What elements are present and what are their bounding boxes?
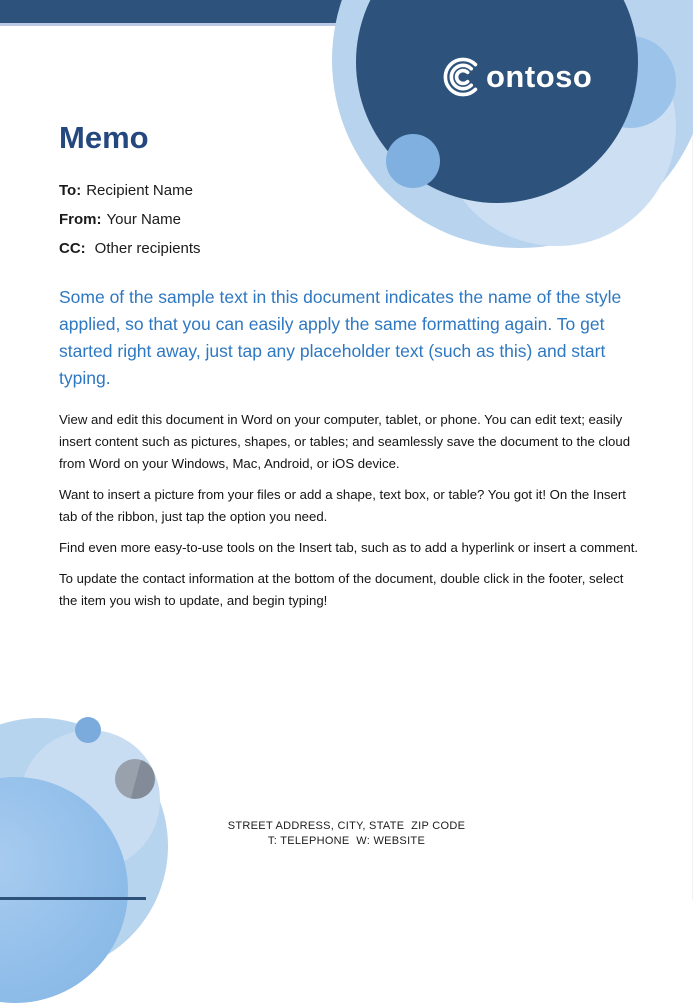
gray-circle bbox=[115, 759, 155, 799]
contoso-logo bbox=[441, 53, 592, 101]
memo-to-row bbox=[59, 176, 201, 205]
body-paragraph[interactable]: To update the contact information at the bottom of the document, double click in the footer, select the item you wish to update, and begin typing! bbox=[59, 571, 624, 608]
body-paragraph[interactable]: Find even more easy-to-use tools on the Insert tab, such as to add a hyperlink or insert a comment. bbox=[59, 540, 639, 555]
footer-address-line[interactable]: STREET ADDRESS, CITY, STATE ZIP CODE bbox=[227, 820, 466, 832]
lead-paragraph[interactable]: Some of the sample text in this document indicates the name of the style applied, so that you can easily apply the same formatting again. To get started right away, just tap any placeholder text (such as this) and start typing. bbox=[59, 287, 622, 388]
memo-cc-label: CC: bbox=[59, 240, 86, 257]
memo-to-label: To: bbox=[59, 182, 82, 199]
contoso-c-icon bbox=[441, 55, 485, 99]
accent-circle-small-bottom-left bbox=[75, 717, 101, 743]
memo-title: Memo bbox=[59, 120, 149, 155]
memo-from-value[interactable]: Your Name bbox=[106, 211, 181, 228]
memo-cc-row bbox=[59, 234, 201, 263]
body-paragraph[interactable]: Want to insert a picture from your files or add a shape, text box, or table? You got it! On the Insert tab of the ribbon, just tap the option you need. bbox=[59, 487, 626, 524]
memo-from-label: From: bbox=[59, 211, 102, 228]
memo-to-value[interactable]: Recipient Name bbox=[86, 182, 193, 199]
memo-cc-value[interactable]: Other recipients bbox=[94, 240, 201, 257]
body-copy bbox=[59, 409, 644, 621]
memo-from-row bbox=[59, 205, 201, 234]
memo-meta bbox=[59, 176, 201, 263]
footer bbox=[0, 819, 693, 849]
body-paragraph[interactable]: View and edit this document in Word on your computer, tablet, or phone. You can edit text; easily insert content such as pictures, shapes, or tables; and seamlessly save the document to the cloud from Word on your Windows, Mac, Android, or iOS device. bbox=[59, 412, 631, 471]
footer-contact-line[interactable]: T: TELEPHONE W: WEBSITE bbox=[267, 835, 426, 847]
accent-circle-small-top-right bbox=[386, 134, 440, 188]
contoso-logo-text: ontoso bbox=[486, 59, 593, 94]
